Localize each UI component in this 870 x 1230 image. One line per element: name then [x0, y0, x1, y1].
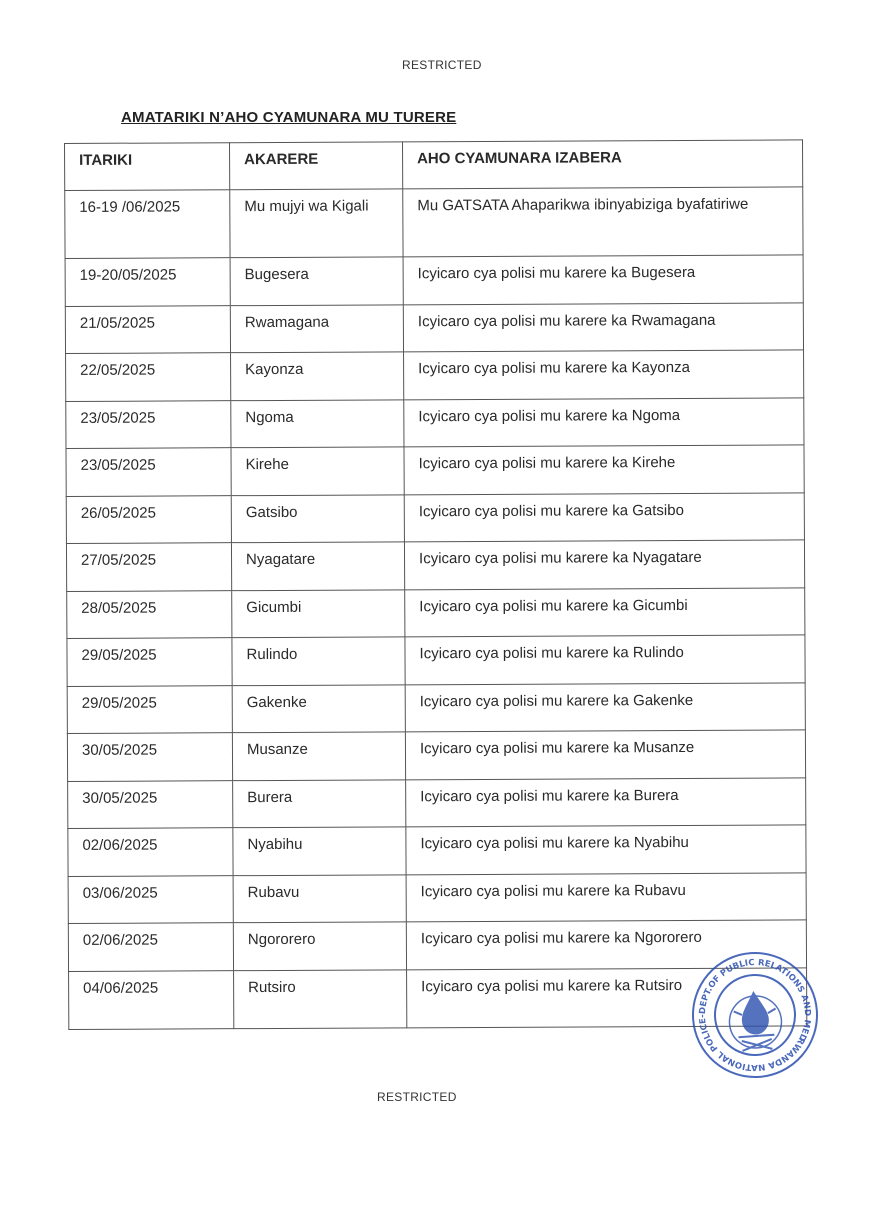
cell-district: Rulindo — [232, 637, 405, 685]
cell-date: 03/06/2025 — [68, 875, 233, 923]
cell-date: 23/05/2025 — [66, 400, 231, 448]
cell-district: Nyabihu — [233, 827, 406, 875]
table-body — [65, 187, 807, 1029]
cell-district: Kirehe — [231, 447, 404, 495]
cell-date: 21/05/2025 — [65, 305, 230, 353]
cell-location: Icyicaro cya polisi mu karere ka Rutsiro — [407, 967, 807, 1027]
table-row — [65, 255, 803, 306]
table-row — [66, 350, 804, 401]
table-row — [67, 635, 805, 686]
cell-district: Ngororero — [233, 922, 406, 970]
cell-location: Icyicaro cya polisi mu karere ka Nyabihu — [406, 825, 806, 874]
cell-district: Ngoma — [231, 399, 404, 447]
table-header-row — [65, 140, 803, 191]
table-row — [66, 445, 804, 496]
table-row — [68, 777, 806, 828]
cell-date: 28/05/2025 — [67, 590, 232, 638]
table-row — [65, 302, 803, 353]
table-row — [68, 872, 806, 923]
cell-date: 29/05/2025 — [67, 638, 232, 686]
cell-location: Icyicaro cya polisi mu karere ka Gicumbi — [405, 587, 805, 636]
cell-date: 04/06/2025 — [69, 970, 234, 1029]
cell-date: 29/05/2025 — [67, 685, 232, 733]
cell-district: Burera — [233, 779, 406, 827]
cell-location: Icyicaro cya polisi mu karere ka Kirehe — [404, 445, 804, 494]
cell-location: Icyicaro cya polisi mu karere ka Musanze — [405, 730, 805, 779]
cell-date: 30/05/2025 — [67, 733, 232, 781]
schedule-table — [64, 139, 807, 1029]
cell-location: Icyicaro cya polisi mu karere ka Kayonza — [404, 350, 804, 399]
table-row — [68, 825, 806, 876]
cell-district: Gicumbi — [232, 589, 405, 637]
cell-location: Icyicaro cya polisi mu karere ka Burera — [406, 777, 806, 826]
police-seal-stamp — [686, 946, 825, 1085]
cell-district: Rutsiro — [234, 969, 407, 1028]
table-row — [65, 187, 803, 259]
restricted-footer: RESTRICTED — [377, 1090, 457, 1104]
cell-location: Icyicaro cya polisi mu karere ka Bugesera — [403, 255, 803, 304]
restricted-header: RESTRICTED — [402, 58, 482, 72]
document-title: AMATARIKI N’AHO CYAMUNARA MU TURERE — [121, 109, 457, 126]
cell-district: Gatsibo — [231, 494, 404, 542]
cell-location: Icyicaro cya polisi mu karere ka Ngoma — [404, 397, 804, 446]
cell-location: Icyicaro cya polisi mu karere ka Rwamagana — [403, 302, 803, 351]
cell-date: 02/06/2025 — [68, 923, 233, 971]
table-row — [67, 587, 805, 638]
cell-date: 16-19 /06/2025 — [65, 190, 230, 259]
table-row — [67, 730, 805, 781]
cell-location: Icyicaro cya polisi mu karere ka Ngororero — [406, 920, 806, 969]
cell-district: Gakenke — [232, 684, 405, 732]
cell-date: 26/05/2025 — [66, 495, 231, 543]
cell-location: Icyicaro cya polisi mu karere ka Rulindo — [405, 635, 805, 684]
cell-district: Rwamagana — [230, 304, 403, 352]
cell-location: Icyicaro cya polisi mu karere ka Gatsibo — [404, 492, 804, 541]
cell-district: Rubavu — [233, 874, 406, 922]
cell-district: Bugesera — [230, 257, 403, 305]
table-row — [66, 397, 804, 448]
cell-date: 30/05/2025 — [68, 780, 233, 828]
stamp-text: RWANDA NATIONAL POLICE-DEPT.OF PUBLIC RELATIONS AND MEDIA — [697, 957, 813, 1073]
cell-district: Musanze — [232, 732, 405, 780]
cell-district: Nyagatare — [231, 542, 404, 590]
cell-district: Kayonza — [231, 352, 404, 400]
cell-date: 22/05/2025 — [66, 353, 231, 401]
cell-date: 23/05/2025 — [66, 448, 231, 496]
cell-date: 19-20/05/2025 — [65, 258, 230, 306]
cell-date: 27/05/2025 — [66, 543, 231, 591]
table-row — [67, 682, 805, 733]
column-header-location: AHO CYAMUNARA IZABERA — [402, 140, 802, 189]
column-header-district: AKARERE — [230, 142, 403, 190]
cell-location: Icyicaro cya polisi mu karere ka Gakenke — [405, 682, 805, 731]
cell-date: 02/06/2025 — [68, 828, 233, 876]
cell-location: Icyicaro cya polisi mu karere ka Rubavu — [406, 872, 806, 921]
table-row — [66, 492, 804, 543]
cell-district: Mu mujyi wa Kigali — [230, 189, 403, 258]
cell-location: Icyicaro cya polisi mu karere ka Nyagatare — [404, 540, 804, 589]
column-header-date: ITARIKI — [65, 143, 230, 191]
cell-location: Mu GATSATA Ahaparikwa ibinyabiziga byafatiriwe — [403, 187, 803, 257]
table-row — [66, 540, 804, 591]
